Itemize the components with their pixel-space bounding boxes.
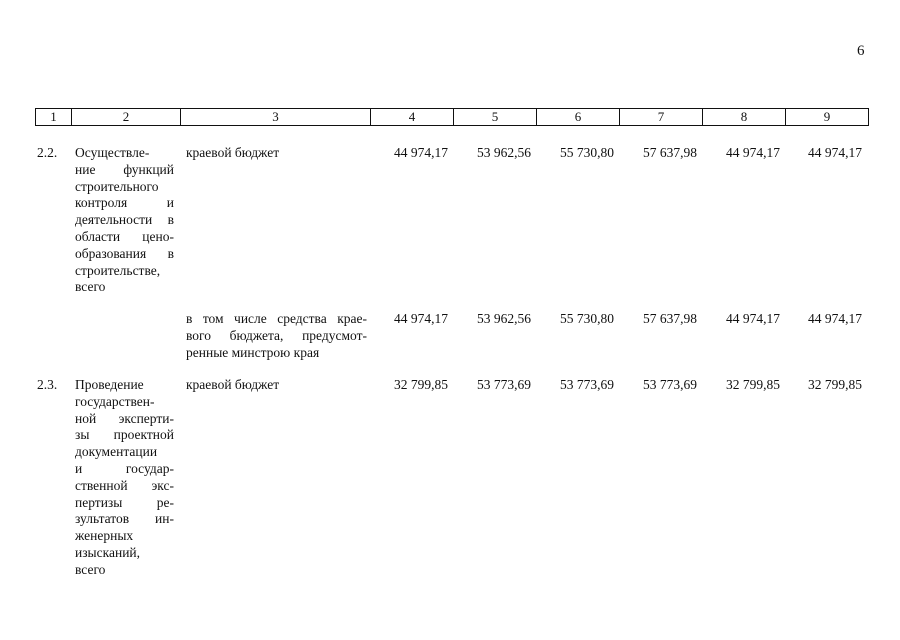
- value-col-6: 53 773,69: [560, 377, 614, 392]
- value-col-8: 44 974,17: [726, 145, 780, 160]
- value-col-9: 44 974,17: [808, 311, 862, 326]
- activity-name: [75, 145, 174, 296]
- funding-source-line: краевой бюджет: [186, 377, 280, 392]
- activity-name-line: контроля и: [75, 195, 174, 211]
- header-col-1: 1: [36, 109, 72, 126]
- value-col-5: 53 773,69: [477, 377, 531, 392]
- header-col-3: 3: [181, 109, 371, 126]
- value-col-4: 32 799,85: [394, 377, 448, 392]
- value-col-9: 32 799,85: [808, 377, 862, 392]
- funding-source-line: вого бюджета, предусмот-: [186, 327, 367, 343]
- activity-name-line: зультатов ин-: [75, 511, 174, 527]
- activity-name-line: и государ-: [75, 460, 174, 476]
- activity-name-line: ние функций: [75, 161, 174, 177]
- value-col-7: 57 637,98: [643, 311, 697, 326]
- value-col-7: 57 637,98: [643, 145, 697, 160]
- value-col-5: 53 962,56: [477, 311, 531, 326]
- activity-name-line: строительного: [75, 178, 159, 194]
- header-col-5: 5: [454, 109, 537, 126]
- activity-name-line: документации: [75, 444, 158, 460]
- row-number: 2.2.: [37, 145, 58, 160]
- column-number-header: [35, 108, 869, 126]
- activity-name-line: деятельности в: [75, 212, 174, 228]
- value-col-7: 53 773,69: [643, 377, 697, 392]
- activity-name-line: пертизы ре-: [75, 494, 174, 510]
- value-col-6: 55 730,80: [560, 145, 614, 160]
- value-col-4: 44 974,17: [394, 145, 448, 160]
- activity-name-line: зы проектной: [75, 427, 174, 443]
- value-col-5: 53 962,56: [477, 145, 531, 160]
- row-number: 2.3.: [37, 377, 58, 392]
- activity-name-line: строительстве,: [75, 262, 161, 278]
- activity-name-line: образования в: [75, 245, 174, 261]
- funding-source: [186, 311, 367, 361]
- funding-source-line: ренные минстрою края: [186, 344, 320, 360]
- value-col-4: 44 974,17: [394, 311, 448, 326]
- activity-name-line: ной эксперти-: [75, 410, 174, 426]
- activity-name-line: Проведение: [75, 377, 144, 392]
- header-col-9: 9: [786, 109, 869, 126]
- activity-name-line: всего: [75, 279, 106, 295]
- activity-name-line: государствен-: [75, 393, 155, 409]
- funding-source-line: в том числе средства крае-: [186, 311, 367, 326]
- value-col-8: 44 974,17: [726, 311, 780, 326]
- header-col-4: 4: [371, 109, 454, 126]
- activity-name-line: изысканий,: [75, 544, 141, 560]
- activity-name: [75, 377, 174, 579]
- header-col-2: 2: [72, 109, 181, 126]
- header-col-8: 8: [703, 109, 786, 126]
- funding-source-line: краевой бюджет: [186, 145, 280, 160]
- activity-name-line: Осуществле-: [75, 145, 150, 160]
- header-col-6: 6: [537, 109, 620, 126]
- value-col-8: 32 799,85: [726, 377, 780, 392]
- page-number: 6: [857, 43, 865, 59]
- activity-name-line: всего: [75, 561, 106, 577]
- activity-name-line: женерных: [75, 528, 134, 544]
- value-col-9: 44 974,17: [808, 145, 862, 160]
- header-col-7: 7: [620, 109, 703, 126]
- funding-source: [186, 145, 367, 162]
- activity-name-line: области цено-: [75, 228, 174, 244]
- value-col-6: 55 730,80: [560, 311, 614, 326]
- funding-source: [186, 377, 367, 394]
- activity-name-line: ственной экс-: [75, 477, 174, 493]
